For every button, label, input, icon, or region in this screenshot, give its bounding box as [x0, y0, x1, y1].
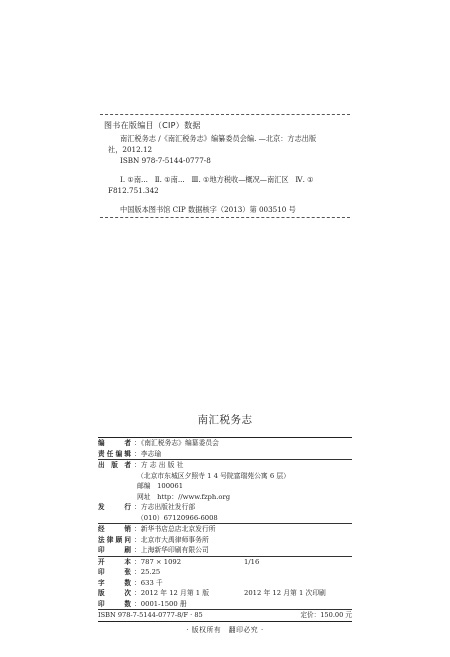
printer-label: 印 刷: [98, 546, 131, 554]
book-title: 南汇税务志: [197, 414, 253, 426]
words-value: ：633 千: [134, 578, 163, 587]
imprint-block: [98, 412, 352, 634]
cip-block: [100, 114, 350, 218]
legal-row: [98, 535, 352, 546]
editor-value: ：《南汇税务志》编纂委员会: [134, 439, 219, 447]
distributor-phone: （010）67120966-6008: [137, 513, 218, 522]
cip-classification: Ⅰ. ①南... Ⅱ. ①南... Ⅲ. ①地方税收—概况—南汇区 Ⅳ. ①: [120, 175, 314, 184]
legal-value: ：北京市大禹律师事务所: [134, 535, 209, 544]
publisher-address: （北京市东城区夕照寺 1 4 号院富瑞苑公寓 6 层）: [137, 471, 290, 480]
responsible-editor-label: 责任编辑: [98, 449, 131, 458]
sheets-row: [98, 567, 352, 578]
publisher-label: 出 版 者: [98, 461, 131, 469]
cip-record-number: 中国版本图书馆 CIP 数据核字（2013）第 003510 号: [120, 205, 296, 214]
price: 定价：150.00 元: [300, 611, 352, 619]
words-row: [98, 578, 352, 589]
copies-row: [98, 599, 352, 610]
publisher-website: 网址 http：//www.fzph.org: [137, 492, 231, 501]
format-value: ：787 × 1092: [134, 557, 182, 566]
cip-title-line: 南汇税务志 /《南汇税务志》编纂委员会编. —北京：方志出版: [120, 134, 317, 143]
words-label: 字 数: [98, 578, 131, 587]
copies-label: 印 数: [98, 599, 131, 608]
cip-publisher-year: 社，2012.12: [108, 145, 153, 154]
rights-notice: · 版权所有 翻印必究 ·: [186, 625, 264, 634]
distributor-label: 发 行: [98, 503, 131, 511]
responsible-editor-value: ：李志瑜: [134, 449, 162, 458]
format-row: [98, 557, 352, 568]
format-fold: 1/16: [244, 557, 260, 566]
cip-top-dashed-rule: [100, 114, 350, 115]
sheets-label: 印 张: [98, 568, 131, 576]
legal-label: 法律顾问: [98, 535, 131, 544]
edition-print: 2012 年 12 月第 1 次印刷: [244, 589, 326, 597]
copies-value: ：0001-1500 册: [134, 599, 187, 608]
sheets-value: ：25.25: [134, 568, 161, 576]
printer-value: ：上海新华印刷有限公司: [134, 546, 209, 554]
printer-row: [98, 545, 352, 556]
distributor-value: ：方志出版社发行部: [134, 503, 196, 511]
editor-row: [98, 438, 352, 449]
publisher-value: ：方 志 出 版 社: [134, 461, 184, 469]
publisher-postcode: 邮编 100061: [137, 482, 184, 490]
seller-row: [98, 524, 352, 535]
publisher-row: [98, 460, 352, 471]
distributor-row: [98, 502, 352, 513]
cip-bottom-dashed-rule: [100, 217, 350, 218]
cip-isbn: ISBN 978-7-5144-0777-8: [120, 156, 211, 165]
imprint-bottom-rule: [98, 621, 352, 622]
edition-label: 版 次: [98, 589, 131, 597]
cip-heading: 图书在版编目（CIP）数据: [104, 121, 201, 130]
isbn-price-row: [98, 610, 352, 621]
isbn-code: ISBN 978-7-5144-0777-8/F · 85: [98, 611, 203, 619]
seller-label: 经 销: [98, 525, 131, 533]
edition-row: [98, 588, 352, 599]
edition-value: ：2012 年 12 月第 1 版: [134, 589, 210, 597]
editor-label: 编 者: [98, 439, 131, 447]
seller-value: ：新华书店总店北京发行所: [134, 525, 216, 533]
responsible-editor-row: [98, 449, 352, 460]
cip-class-number: F812.751.342: [108, 186, 159, 195]
format-label: 开 本: [98, 557, 131, 566]
